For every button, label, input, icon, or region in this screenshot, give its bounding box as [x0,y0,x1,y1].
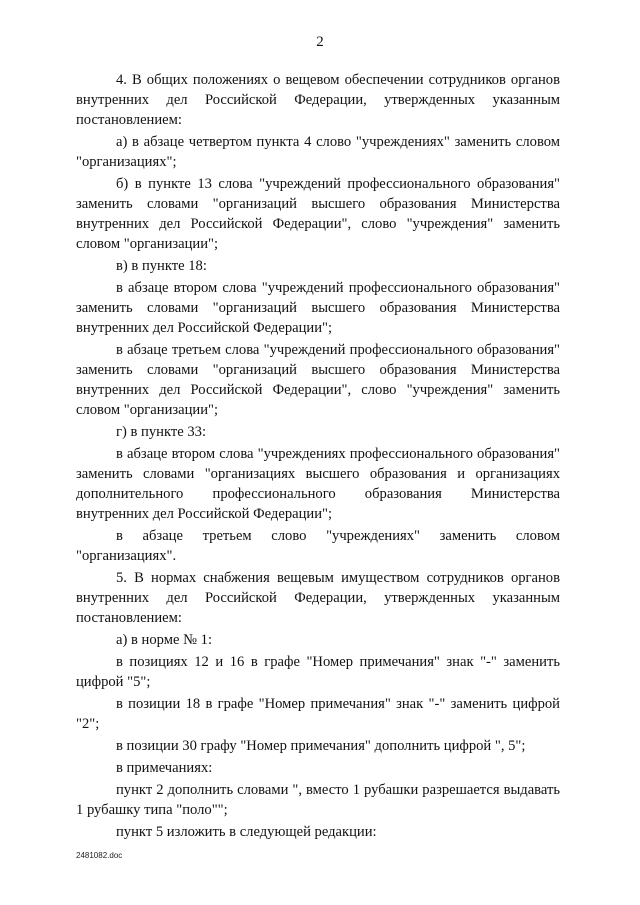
paragraph: 4. В общих положениях о вещевом обеспечении сотрудников органов внутренних дел Российской Федерации, утвержденных указанным постановлением: [76,72,560,128]
paragraph: г) в пункте 33: [116,424,206,440]
paragraph: б) в пункте 13 слова "учреждений профессионального образования" заменить словами "организаций высшего образования Министерства внутренних дел Российской Федерации", слово "учреждения" заменить словом "организации"; [76,176,560,252]
file-name-footer: 2481082.doc [76,851,123,860]
paragraph: пункт 2 дополнить словами ", вместо 1 рубашки разрешается выдавать 1 рубашку типа "поло""; [76,782,560,818]
paragraph: в абзаце третьем слово "учреждениях" заменить словом "организациях". [76,528,560,564]
paragraph: в абзаце втором слова "учреждений профессионального образования" заменить словами "организаций высшего образования Министерства внутренних дел Российской Федерации"; [76,280,560,336]
paragraph: в абзаце втором слова "учреждениях профессионального образования" заменить словами "организациях высшего образования и организациях дополнительного профессионального образования Министерства внутренних дел Российской Федерации"; [76,446,560,522]
paragraph: а) в абзаце четвертом пункта 4 слово "учреждениях" заменить словом "организациях"; [76,134,560,170]
paragraph: в) в пункте 18: [116,258,207,274]
page-number: 2 [316,34,324,50]
paragraph: а) в норме № 1: [116,632,212,648]
paragraph: в позиции 30 графу "Номер примечания" дополнить цифрой ", 5"; [116,738,526,754]
paragraph: в позиции 18 в графе "Номер примечания" знак "-" заменить цифрой "2"; [76,696,560,732]
paragraph: в абзаце третьем слова "учреждений профессионального образования" заменить словами "организаций высшего образования Министерства внутренних дел Российской Федерации", слово "учреждения" заменить словом "организации"; [76,342,560,418]
paragraph: в примечаниях: [116,760,213,776]
paragraph: в позициях 12 и 16 в графе "Номер примечания" знак "-" заменить цифрой "5"; [76,654,560,690]
paragraph: пункт 5 изложить в следующей редакции: [116,824,377,840]
document-body [76,70,560,842]
paragraph: 5. В нормах снабжения вещевым имуществом сотрудников органов внутренних дел Российской Федерации, утвержденных указанным постановлением: [76,570,560,626]
